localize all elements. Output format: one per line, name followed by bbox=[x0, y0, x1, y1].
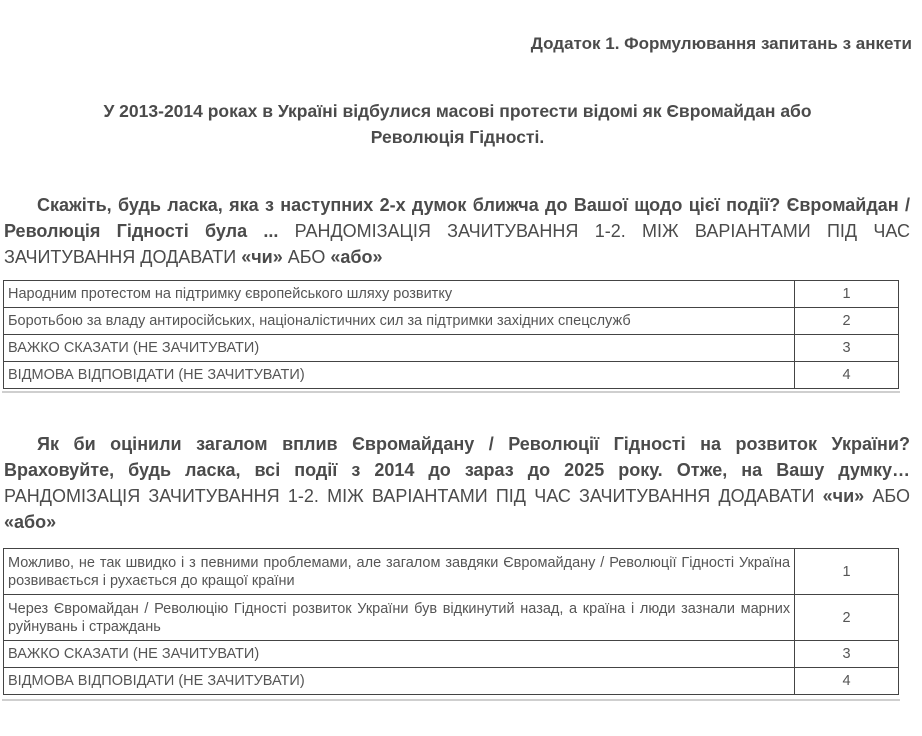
question-1 bbox=[4, 192, 910, 270]
table-row bbox=[4, 668, 899, 695]
question-1-word-chy: «чи» bbox=[241, 247, 283, 267]
option-label: Через Євромайдан / Революцію Гідності розвиток України був відкинутий назад, а країна і люди зазнали марних руйнувань і страждань bbox=[4, 595, 795, 641]
option-label: ВІДМОВА ВІДПОВІДАТИ (НЕ ЗАЧИТУВАТИ) bbox=[4, 668, 795, 695]
question-2-word-chy: «чи» bbox=[822, 486, 865, 506]
question-1-text: Скажіть, будь ласка, яка з наступних 2-х думок ближча до Вашої щодо цієї події? Євромайдан / Революція Гідності була ... bbox=[4, 195, 910, 241]
table-row bbox=[4, 308, 899, 335]
table-row bbox=[4, 335, 899, 362]
question-2-instruction-and: АБО bbox=[864, 486, 910, 506]
table-row bbox=[4, 549, 899, 595]
intro-paragraph: У 2013-2014 роках в Україні відбулися масові протести відомі як Євромайдан або Революція Гідності. bbox=[103, 101, 812, 147]
table-row bbox=[4, 281, 899, 308]
option-code: 1 bbox=[795, 549, 899, 595]
question-1-options-table bbox=[3, 280, 899, 389]
option-code: 2 bbox=[795, 308, 899, 335]
option-label: Боротьбою за владу антиросійських, націоналістичних сил за підтримки західних спецслужб bbox=[4, 308, 795, 335]
table-row bbox=[4, 641, 899, 668]
option-code: 4 bbox=[795, 668, 899, 695]
option-label: ВАЖКО СКАЗАТИ (НЕ ЗАЧИТУВАТИ) bbox=[4, 641, 795, 668]
question-2-options-table bbox=[3, 548, 899, 695]
option-label: Народним протестом на підтримку європейського шляху розвитку bbox=[4, 281, 795, 308]
option-code: 1 bbox=[795, 281, 899, 308]
question-2-word-abo: «або» bbox=[4, 512, 57, 532]
option-label: Можливо, не так швидко і з певними проблемами, але загалом завдяки Євромайдану / Революції Гідності Україна розвивається і рухається до кращої країни bbox=[4, 549, 795, 595]
option-label: ВАЖКО СКАЗАТИ (НЕ ЗАЧИТУВАТИ) bbox=[4, 335, 795, 362]
table-row bbox=[4, 362, 899, 389]
question-1-word-abo: «або» bbox=[330, 247, 383, 267]
option-label: ВІДМОВА ВІДПОВІДАТИ (НЕ ЗАЧИТУВАТИ) bbox=[4, 362, 795, 389]
question-2-text: Як би оцінили загалом вплив Євромайдану / Революції Гідності на розвиток України? Враховуйте, будь ласка, всі події з 2014 до зараз до 2025 року. Отже, на Вашу думку… bbox=[4, 434, 910, 480]
option-code: 3 bbox=[795, 641, 899, 668]
option-code: 3 bbox=[795, 335, 899, 362]
appendix-title: Додаток 1. Формулювання запитань з анкети bbox=[530, 34, 912, 53]
question-1-instruction-and: АБО bbox=[282, 247, 331, 267]
table-row bbox=[4, 595, 899, 641]
question-2 bbox=[4, 431, 910, 535]
option-code: 4 bbox=[795, 362, 899, 389]
question-2-instruction: РАНДОМІЗАЦІЯ ЗАЧИТУВАННЯ 1-2. МІЖ ВАРІАНТАМИ ПІД ЧАС ЗАЧИТУВАННЯ ДОДАВАТИ bbox=[4, 486, 823, 506]
option-code: 2 bbox=[795, 595, 899, 641]
question-1-instruction: РАНДОМІЗАЦІЯ ЗАЧИТУВАННЯ 1-2. МІЖ ВАРІАНТАМИ ПІД ЧАС ЗАЧИТУВАННЯ ДОДАВАТИ bbox=[4, 221, 910, 267]
